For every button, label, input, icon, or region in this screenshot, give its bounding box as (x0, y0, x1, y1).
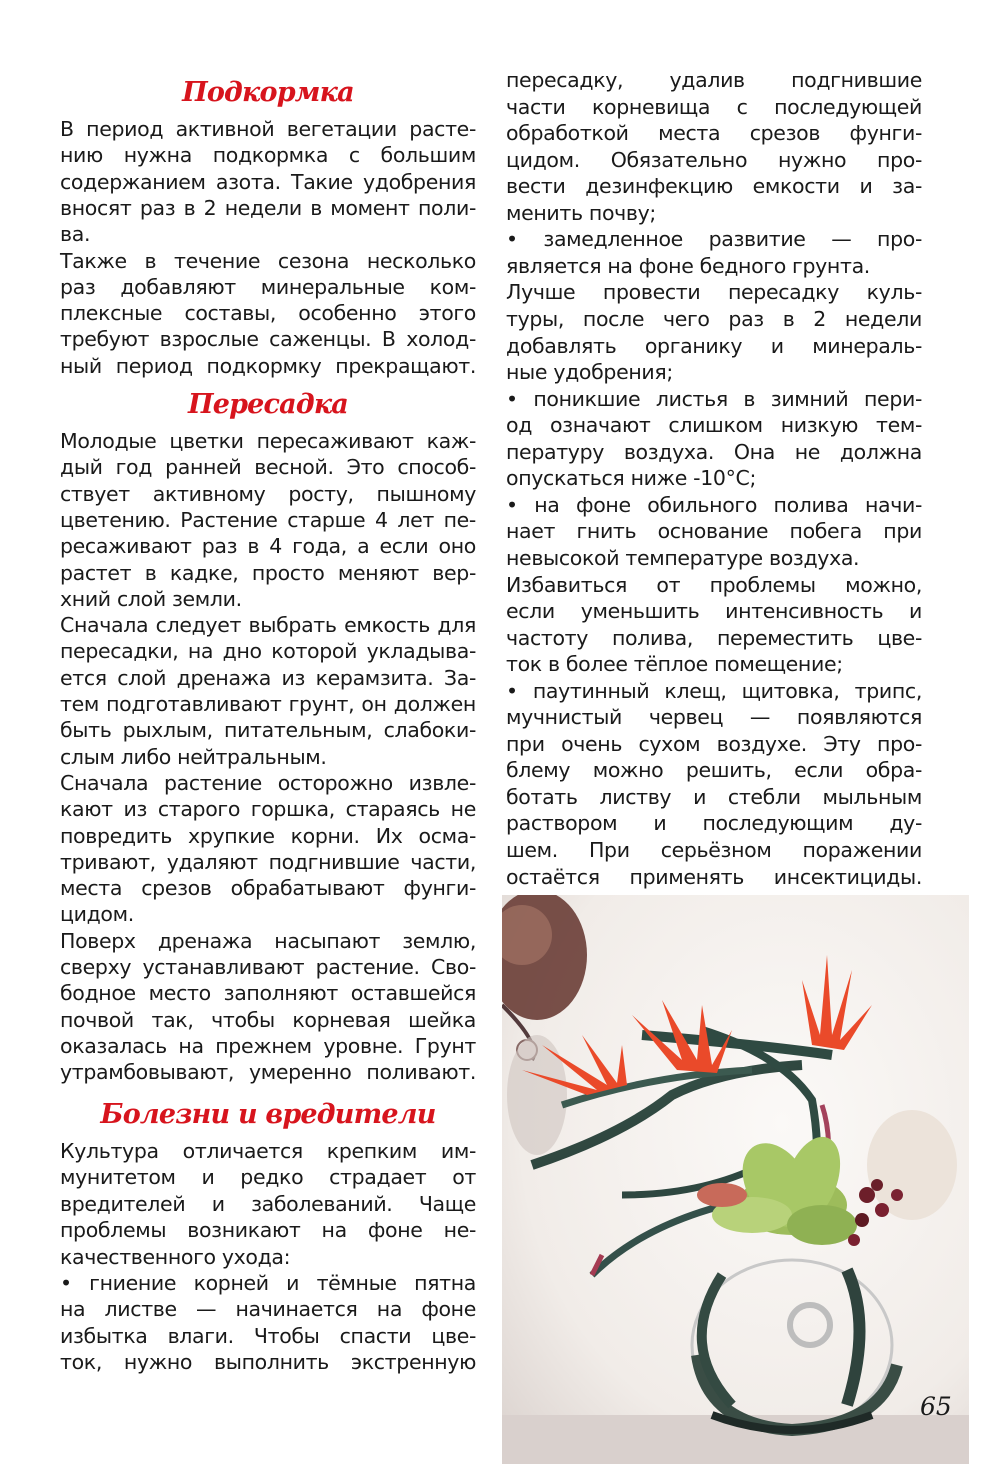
heading-feeding: Подкормка (182, 77, 354, 108)
text-line: • поникшие листья в зимний пери- (506, 386, 922, 411)
text-line: кают из старого горшка, стараясь не (60, 797, 476, 822)
text-line: нию нужна подкормка с большим (60, 143, 476, 168)
text-line: дый год ранней весной. Это способ- (60, 455, 476, 480)
text-line: мучнистый червец — появляются (506, 705, 922, 730)
text-line: на листве — начинается на фоне (60, 1297, 476, 1322)
text-line: Культура отличается крепким им- (60, 1139, 476, 1163)
text-line: пересадку, удалив подгнившие (506, 68, 922, 92)
text-line: вредителей и заболеваний. Чаще (60, 1191, 476, 1216)
text-line: туры, после чего раз в 2 недели (506, 307, 922, 331)
text-line: обработкой места срезов фунги- (506, 121, 922, 146)
text-line: качественного ухода: (60, 1244, 291, 1269)
text-line: избытка влаги. Чтобы спасти цве- (60, 1323, 476, 1348)
text-line: невысокой температуре воздуха. (506, 545, 860, 570)
text-line: ные удобрения; (506, 360, 673, 385)
text-line: пературу воздуха. Она не должна (506, 439, 922, 464)
text-line: проблемы возникают на фоне не- (60, 1218, 476, 1243)
strelitzia-photo (502, 895, 969, 1464)
flower-arrangement-illustration (502, 895, 969, 1464)
text-line: цидом. (60, 902, 134, 927)
text-line: почвой так, чтобы корневая шейка (60, 1007, 476, 1032)
text-line: оказалась на прежнем уровне. Грунт (60, 1033, 476, 1058)
text-line: бодное место заполняют оставшейся (60, 981, 476, 1006)
text-line: добавлять органику и минераль- (506, 333, 922, 358)
text-line: ботать листву и стебли мыльным (506, 784, 922, 809)
text-line: ется слой дренажа из керамзита. За- (60, 665, 476, 690)
text-line: • гниение корней и тёмные пятна (60, 1271, 476, 1295)
page-number: 65 (920, 1392, 952, 1421)
text-line: В период активной вегетации расте- (60, 117, 476, 141)
text-line: утрамбовывают, умеренно поливают. (60, 1060, 476, 1085)
text-line: • замедленное развитие — про- (506, 227, 922, 252)
text-line: ток в более тёплое помещение; (506, 652, 843, 677)
text-line: содержанием азота. Такие удобрения (60, 169, 476, 194)
text-line: цидом. Обязательно нужно про- (506, 147, 922, 172)
text-line: опускаться ниже -10°С; (506, 466, 757, 491)
text-line: требуют взрослые саженцы. В холод- (60, 327, 476, 352)
text-line: блему можно решить, если обра- (506, 758, 922, 783)
text-line: если уменьшить интенсивность и (506, 599, 922, 623)
text-line: ресаживают раз в 4 года, а если оно (60, 534, 476, 559)
text-line: Избавиться от проблемы можно, (506, 572, 922, 597)
text-line: слым либо нейтральным. (60, 744, 327, 769)
heading-transplant: Пересадка (187, 389, 349, 420)
text-line: места срезов обрабатывают фунги- (60, 876, 476, 901)
text-line: менить почву; (506, 200, 656, 225)
text-line: ствует активному росту, пышному (60, 481, 476, 506)
text-line: частоту полива, переместить цве- (506, 625, 922, 650)
text-line: сверху устанавливают растение. Сво- (60, 955, 476, 979)
text-line: ток, нужно выполнить экстренную (60, 1350, 476, 1375)
text-line: вносят раз в 2 недели в момент поли- (60, 195, 476, 220)
text-line: • на фоне обильного полива начи- (506, 492, 922, 517)
text-line: Молодые цветки пересаживают каж- (60, 429, 476, 453)
text-line: ный период подкормку прекращают. (60, 353, 476, 378)
text-line: мунитетом и редко страдает от (60, 1165, 476, 1190)
text-line: Также в течение сезона несколько (60, 248, 476, 273)
text-line: раствором и последующим ду- (506, 811, 922, 836)
text-line: остаётся применять инсектициды. (506, 864, 922, 889)
text-line: тривают, удаляют подгнившие части, (60, 849, 476, 874)
text-line: Сначала растение осторожно извле- (60, 770, 476, 795)
text-line: вести дезинфекцию емкости и за- (506, 174, 922, 199)
text-line: является на фоне бедного грунта. (506, 253, 870, 278)
heading-diseases: Болезни и вредители (100, 1099, 436, 1130)
text-line: цветению. Растение старше 4 лет пе- (60, 507, 476, 532)
text-line: плексные составы, особенно этого (60, 301, 476, 326)
text-line: повредить хрупкие корни. Их осма- (60, 823, 476, 848)
text-line: тем подготавливают грунт, он должен (60, 692, 476, 716)
text-line: шем. При серьёзном поражении (506, 838, 922, 862)
text-line: хний слой земли. (60, 586, 242, 611)
text-line: Поверх дренажа насыпают землю, (60, 928, 476, 953)
text-line: Сначала следует выбрать емкость для (60, 613, 476, 638)
text-line: Лучше провести пересадку куль- (506, 280, 922, 305)
text-line: од означают слишком низкую тем- (506, 413, 922, 438)
text-line: быть рыхлым, питательным, слабоки- (60, 718, 476, 743)
text-line: части корневища с последующей (506, 94, 922, 119)
text-line: ва. (60, 222, 91, 247)
text-line: при очень сухом воздухе. Эту про- (506, 731, 922, 756)
text-line: пересадки, на дно которой укладыва- (60, 639, 476, 664)
text-line: • паутинный клещ, щитовка, трипс, (506, 678, 922, 703)
text-line: нает гнить основание побега при (506, 519, 922, 544)
text-line: раз добавляют минеральные ком- (60, 274, 476, 299)
text-line: растет в кадке, просто меняют вер- (60, 560, 476, 585)
